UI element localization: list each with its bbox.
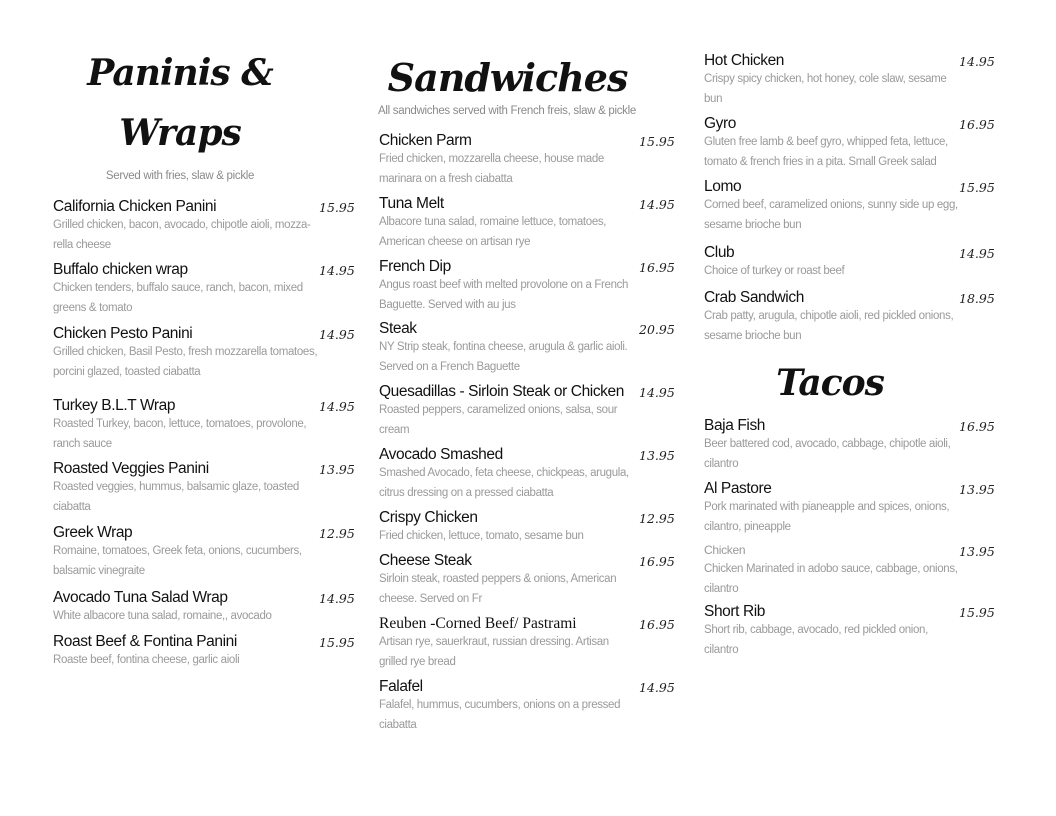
menu-item-name: Al Pastore: [704, 480, 772, 497]
menu-item-price: 14.95: [319, 399, 355, 414]
menu-item-price: 13.95: [319, 462, 355, 477]
menu-item-description: marinara on a fresh ciabatta: [379, 172, 513, 185]
menu-item-name: Roast Beef & Fontina Panini: [53, 633, 237, 650]
menu-item: [53, 197, 311, 255]
menu-item-description: Fried chicken, mozzarella cheese, house made: [379, 153, 604, 165]
menu-item-description: Corned beef, caramelized onions, sunny side up egg,: [704, 199, 958, 211]
menu-item-description: Baguette. Served with au jus: [379, 298, 516, 311]
menu-item-description: Roaste beef, fontina cheese, garlic aioli: [53, 654, 240, 666]
menu-item-name: Buffalo chicken wrap: [53, 261, 188, 278]
menu-item-price: 16.95: [959, 419, 995, 434]
menu-item-price: 15.95: [639, 134, 675, 149]
menu-item-name: Chicken Pesto Panini: [53, 325, 193, 342]
menu-item: [704, 51, 946, 109]
menu-item-price: 13.95: [959, 544, 995, 559]
menu-item-description: ciabatta: [379, 718, 417, 731]
menu-item-name: Tuna Melt: [379, 195, 444, 212]
tacos-title: Tacos: [776, 362, 884, 404]
menu-item: [53, 324, 317, 382]
menu-item-description: Gluten free lamb & beef gyro, whipped feta, lettuce,: [704, 136, 948, 148]
menu-item-price: 16.95: [639, 554, 675, 569]
menu-item-price: 13.95: [639, 448, 675, 463]
menu-item: [704, 541, 958, 599]
menu-item-name: Crispy Chicken: [379, 509, 478, 526]
menu-item-description: ranch sauce: [53, 437, 112, 450]
menu-item-description: Pork marinated with pianeapple and spices, onions,: [704, 501, 950, 513]
menu-item-description: balsamic vinegraite: [53, 564, 145, 577]
paninis-title-line1: Paninis &: [87, 52, 273, 94]
menu-item: [704, 602, 928, 660]
menu-item-name: Baja Fish: [704, 417, 766, 434]
menu-item-description: bun: [704, 92, 723, 105]
menu-item-description: NY Strip steak, fontina cheese, arugula & garlic aioli.: [379, 341, 628, 353]
menu-item-price: 16.95: [639, 260, 675, 275]
menu-item-description: Grilled chicken, bacon, avocado, chipotle aioli, mozza-: [53, 219, 311, 231]
menu-item: [53, 459, 299, 517]
menu-item-description: Smashed Avocado, feta cheese, chickpeas, arugula,: [379, 467, 629, 479]
menu-item-description: Fried chicken, lettuce, tomato, sesame bun: [379, 530, 584, 542]
menu-item-description: greens & tomato: [53, 301, 133, 314]
menu-item-price: 14.95: [959, 246, 995, 261]
sandwiches-subtitle: All sandwiches served with French freis, slaw & pickle: [378, 105, 636, 117]
menu-item-name: Avocado Smashed: [379, 446, 503, 463]
menu-item-description: Roasted peppers, caramelized onions, salsa, sour: [379, 404, 618, 416]
menu-item: [53, 523, 302, 581]
menu-item-price: 18.95: [959, 291, 995, 306]
menu-item-name: Lomo: [704, 178, 742, 195]
menu-item-price: 15.95: [319, 635, 355, 650]
menu-item-description: Chicken Marinated in adobo sauce, cabbage, onions,: [704, 563, 958, 575]
menu-item-name: French Dip: [379, 258, 451, 275]
menu-item-price: 14.95: [319, 263, 355, 278]
menu-item: [379, 382, 624, 440]
menu-item-price: 15.95: [959, 180, 995, 195]
menu-item-description: cilantro: [704, 643, 739, 656]
menu-item-price: 15.95: [959, 605, 995, 620]
menu-item-description: porcini glazed, toasted ciabatta: [53, 365, 201, 378]
menu-item-price: 20.95: [639, 322, 675, 337]
menu-item-description: Crispy spicy chicken, hot honey, cole slaw, sesame: [704, 73, 947, 85]
menu-item-name: California Chicken Panini: [53, 198, 217, 215]
menu-item-description: White albacore tuna salad, romaine,, avocado: [53, 610, 272, 622]
menu-item-price: 14.95: [959, 54, 995, 69]
menu-item-description: Choice of turkey or roast beef: [704, 265, 845, 277]
menu-item-description: cream: [379, 423, 410, 436]
paninis-title-line2: Wraps: [119, 112, 241, 154]
menu-item-description: Romaine, tomatoes, Greek feta, onions, cucumbers,: [53, 545, 302, 557]
menu-item: [379, 194, 606, 252]
menu-item: [704, 177, 958, 235]
menu-item-description: Chicken tenders, buffalo sauce, ranch, bacon, mixed: [53, 282, 303, 294]
menu-item-description: cilantro: [704, 582, 739, 595]
menu-item-description: Short rib, cabbage, avocado, red pickled onion,: [704, 624, 928, 636]
menu-item-description: American cheese on artisan rye: [379, 235, 531, 248]
menu-item-name: Chicken: [704, 543, 746, 557]
menu-item: [704, 243, 844, 282]
menu-item-description: cilantro: [704, 457, 739, 470]
menu-item-description: citrus dressing on a pressed ciabatta: [379, 486, 554, 499]
menu-item-name: Reuben -Corned Beef/ Pastrami: [379, 615, 577, 632]
menu-item-description: sesame brioche bun: [704, 329, 802, 342]
menu-item-description: cheese. Served on Fr: [379, 592, 482, 605]
menu-item: [53, 588, 272, 627]
menu-item-description: Artisan rye, sauerkraut, russian dressing. Artisan: [379, 636, 609, 648]
menu-item: [53, 260, 303, 318]
menu-item-description: ciabatta: [53, 500, 91, 513]
menu-item-price: 15.95: [319, 200, 355, 215]
menu-item-name: Greek Wrap: [53, 524, 133, 541]
menu-item-description: Grilled chicken, Basil Pesto, fresh mozzarella tomatoes,: [53, 346, 318, 358]
menu-item-description: sesame brioche bun: [704, 218, 802, 231]
menu-item-price: 14.95: [639, 680, 675, 695]
menu-item: [53, 632, 239, 671]
menu-item-name: Turkey B.L.T Wrap: [53, 397, 176, 414]
menu-item-name: Falafel: [379, 678, 423, 695]
menu-item: [53, 396, 306, 454]
menu-item: [379, 319, 627, 377]
menu-item-description: Roasted Turkey, bacon, lettuce, tomatoes, provolone,: [53, 418, 307, 430]
menu-item-description: Crab patty, arugula, chipotle aioli, red pickled onions,: [704, 310, 954, 322]
menu-item: [379, 131, 604, 189]
menu-item-name: Cheese Steak: [379, 552, 472, 569]
menu-item-description: Roasted veggies, hummus, balsamic glaze, toasted: [53, 481, 299, 493]
menu-item-price: 13.95: [959, 482, 995, 497]
menu-item-description: grilled rye bread: [379, 655, 456, 668]
menu-item-name: Gyro: [704, 115, 736, 132]
menu-item: [379, 614, 609, 672]
menu-item-price: 14.95: [639, 197, 675, 212]
menu-item: [704, 479, 949, 537]
menu-item-price: 16.95: [639, 617, 675, 632]
menu-item: [704, 114, 948, 172]
menu-item-name: Club: [704, 244, 735, 261]
menu-item-name: Hot Chicken: [704, 52, 785, 69]
menu-item-name: Steak: [379, 320, 417, 337]
menu-item-description: Falafel, hummus, cucumbers, onions on a pressed: [379, 699, 621, 711]
menu-item-price: 14.95: [319, 327, 355, 342]
menu-item: [379, 551, 616, 609]
menu-item: [379, 677, 620, 735]
menu-item: [379, 445, 629, 503]
menu-item: [379, 508, 584, 547]
menu-item-description: Served on a French Baguette: [379, 360, 520, 373]
menu-item-name: Quesadillas - Sirloin Steak or Chicken: [379, 383, 624, 400]
menu-item-price: 14.95: [639, 385, 675, 400]
menu-item-description: Beer battered cod, avocado, cabbage, chipotle aioli,: [704, 438, 951, 450]
menu-item-name: Chicken Parm: [379, 132, 472, 149]
menu-item-price: 12.95: [639, 511, 675, 526]
menu-item-description: tomato & french fries in a pita. Small Greek salad: [704, 155, 937, 168]
menu-item-description: cilantro, pineapple: [704, 520, 791, 533]
menu-item-description: Sirloin steak, roasted peppers & onions, American: [379, 573, 617, 585]
menu-item: [379, 257, 628, 315]
paninis-subtitle: Served with fries, slaw & pickle: [105, 170, 255, 182]
menu-item-description: Angus roast beef with melted provolone on a French: [379, 279, 629, 291]
menu-item: [704, 288, 953, 346]
menu-item-name: Crab Sandwich: [704, 289, 804, 306]
menu-item-description: rella cheese: [53, 238, 111, 251]
sandwiches-title: Sandwiches: [387, 55, 628, 100]
menu-item-price: 16.95: [959, 117, 995, 132]
menu-item-price: 12.95: [319, 526, 355, 541]
menu-item-name: Short Rib: [704, 603, 766, 620]
menu-item-description: Albacore tuna salad, romaine lettuce, tomatoes,: [379, 216, 607, 228]
menu-item-name: Roasted Veggies Panini: [53, 460, 209, 477]
menu-item: [704, 416, 950, 474]
menu-item-name: Avocado Tuna Salad Wrap: [53, 589, 228, 606]
menu-item-price: 14.95: [319, 591, 355, 606]
